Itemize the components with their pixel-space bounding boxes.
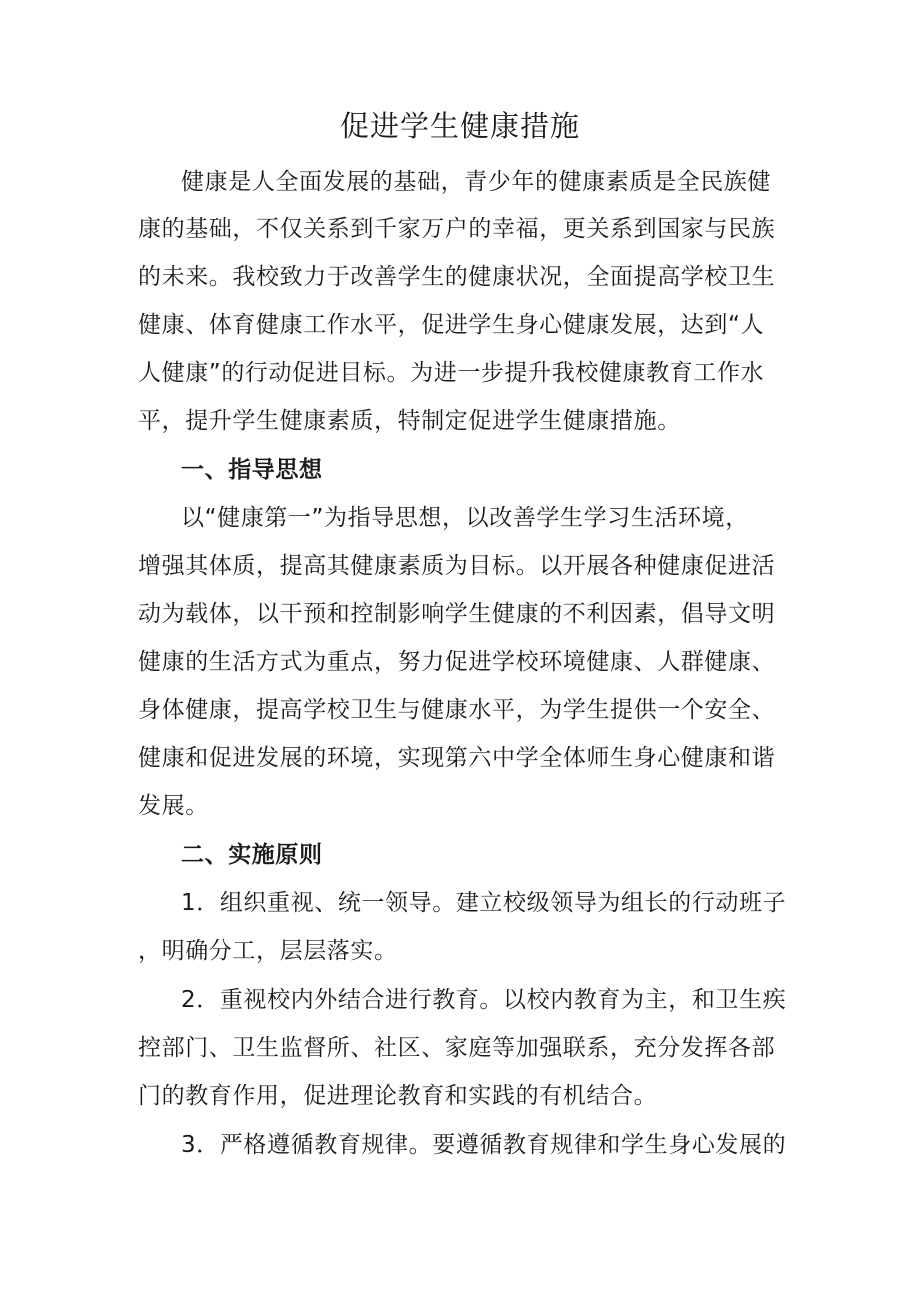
intro-line-4: 健康、体育健康工作水平，促进学生身心健康发展，达到“人 <box>138 312 765 338</box>
guideline-line-7: 发展。 <box>138 793 209 819</box>
principle-2-line-3: 门的教育作用，促进理论教育和实践的有机结合。 <box>138 1083 658 1109</box>
guideline-line-5: 身体健康，提高学校卫生与健康水平，为学生提供一个安全、 <box>138 697 776 723</box>
guideline-line-4: 健康的生活方式为重点，努力促进学校环境健康、人群健康、 <box>138 649 776 675</box>
document-title: 促进学生健康措施 <box>339 109 580 143</box>
intro-line-6: 平，提升学生健康素质，特制定促进学生健康措施。 <box>138 408 681 434</box>
principle-2-line-2: 控部门、卫生监督所、社区、家庭等加强联系，充分发挥各部 <box>138 1035 776 1061</box>
principle-2-line-1: 2．重视校内外结合进行教育。以校内教育为主，和卫生疾 <box>181 987 787 1013</box>
principle-3-line-1: 3．严格遵循教育规律。要遵循教育规律和学生身心发展的 <box>181 1132 787 1158</box>
guideline-line-3: 动为载体，以干预和控制影响学生健康的不利因素，倡导文明 <box>138 601 776 627</box>
guideline-line-1: 以“健康第一”为指导思想，以改善学生学习生活环境， <box>181 505 749 531</box>
guideline-line-6: 健康和促进发展的环境，实现第六中学全体师生身心健康和谐 <box>138 745 776 771</box>
principle-1-line-2: ，明确分工，层层落实。 <box>138 938 398 964</box>
intro-line-5: 人健康”的行动促进目标。为进一步提升我校健康教育工作水 <box>138 360 765 386</box>
section-heading-1: 一、指导思想 <box>181 457 323 483</box>
principle-1-line-1: 1．组织重视、统一领导。建立校级领导为组长的行动班子 <box>181 890 787 916</box>
intro-line-1: 健康是人全面发展的基础，青少年的健康素质是全民族健 <box>181 169 771 195</box>
guideline-line-2: 增强其体质，提高其健康素质为目标。以开展各种健康促进活 <box>138 553 776 579</box>
intro-line-2: 康的基础，不仅关系到千家万户的幸福，更关系到国家与民族 <box>138 216 776 242</box>
section-heading-2: 二、实施原则 <box>181 842 323 868</box>
intro-line-3: 的未来。我校致力于改善学生的健康状况，全面提高学校卫生 <box>138 264 776 290</box>
